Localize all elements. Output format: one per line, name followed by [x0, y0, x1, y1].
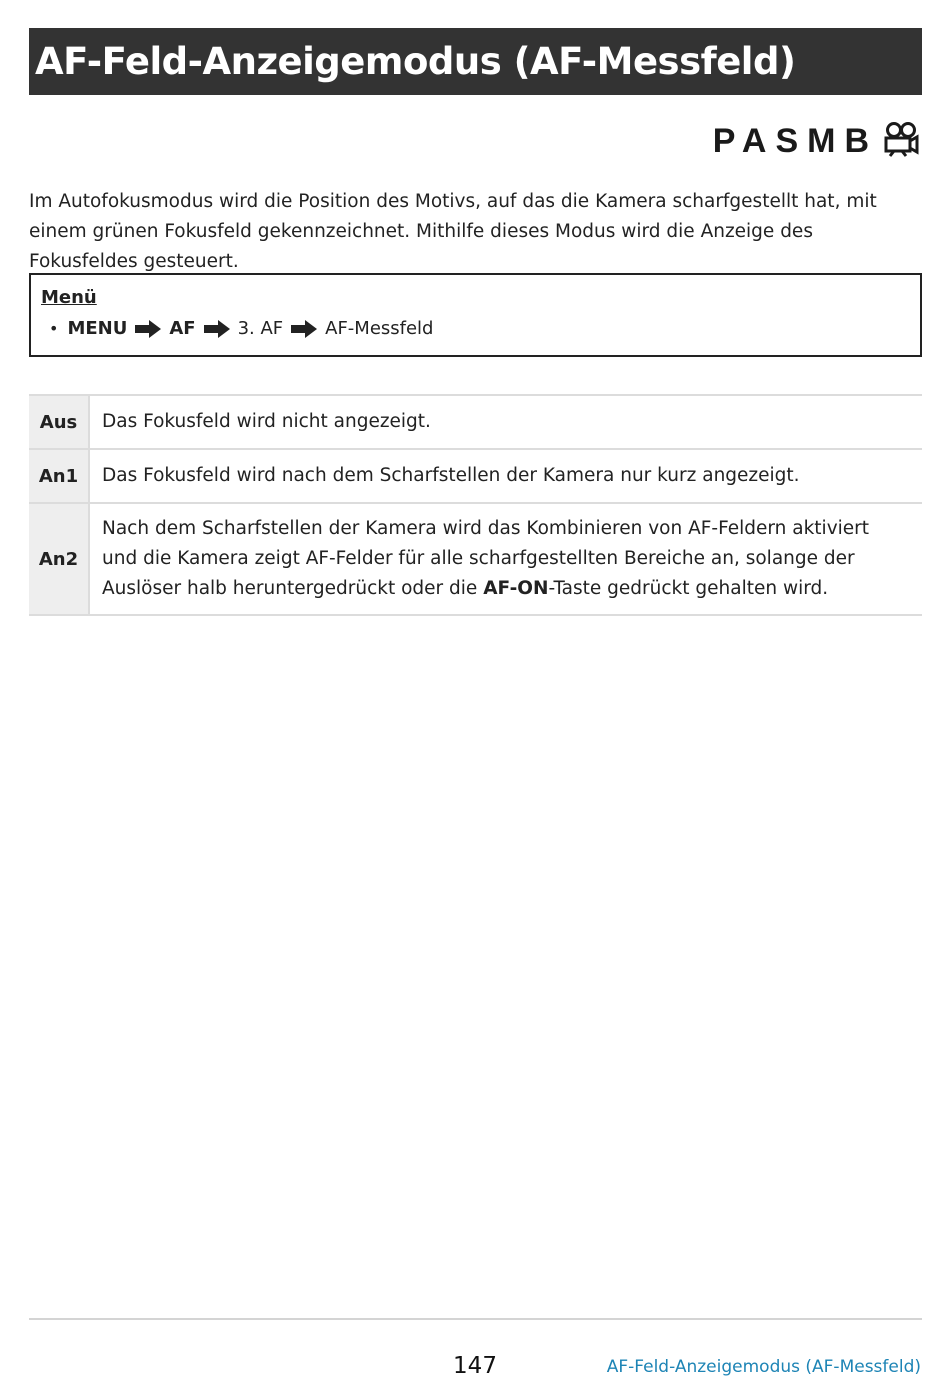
right-arrow-icon	[135, 320, 161, 338]
right-arrow-icon	[291, 320, 317, 338]
page-title: AF-Feld-Anzeigemodus (AF-Messfeld)	[35, 40, 796, 83]
option-description-text: Nach dem Scharfstellen der Kamera wird das Kombinieren von AF-Feldern aktiviert und die Kamera zeigt AF-Felder für alle scharfgestellten Bereiche an, solange der Auslöser halb heruntergedrückt oder die	[102, 518, 870, 599]
table-row	[29, 395, 922, 449]
table-row	[29, 503, 922, 615]
af-on-key-label: AF-ON	[483, 578, 549, 599]
menu-path-step-af: AF	[169, 318, 196, 339]
right-arrow-icon	[204, 320, 230, 338]
page-number: 147	[453, 1353, 497, 1379]
menu-path	[41, 313, 910, 345]
option-key: Aus	[29, 395, 89, 449]
shooting-modes	[713, 120, 920, 162]
menu-path-step-af-messfeld: AF-Messfeld	[325, 318, 434, 339]
footer-section-link[interactable]: AF-Feld-Anzeigemodus (AF-Messfeld)	[606, 1357, 921, 1377]
intro-paragraph: Im Autofokusmodus wird die Position des Motivs, auf das die Kamera scharfgestellt hat, mit einem grünen Fokusfeld gekennzeichnet. Mithilfe dieses Modus wird die Anzeige des Fokusfeldes gesteuert.	[29, 191, 877, 272]
footer-divider	[29, 1318, 922, 1320]
bullet: •	[49, 319, 59, 338]
menu-path-step-3af: 3. AF	[237, 318, 284, 339]
option-description: Das Fokusfeld wird nicht angezeigt.	[102, 411, 431, 432]
movie-camera-icon	[882, 121, 920, 161]
options-table	[29, 394, 922, 616]
table-row	[29, 449, 922, 503]
menu-heading: Menü	[41, 287, 97, 308]
option-description: Das Fokusfeld wird nach dem Scharfstellen der Kamera nur kurz angezeigt.	[102, 465, 800, 486]
mode-letters: PASMB	[712, 121, 878, 160]
menu-path-step-menu: MENU	[67, 318, 128, 339]
option-key: An2	[29, 503, 89, 615]
menu-box	[29, 273, 922, 357]
option-key: An1	[29, 449, 89, 503]
option-description-text: -Taste gedrückt gehalten wird.	[548, 578, 829, 599]
title-bar	[29, 28, 922, 95]
option-description	[89, 503, 922, 615]
